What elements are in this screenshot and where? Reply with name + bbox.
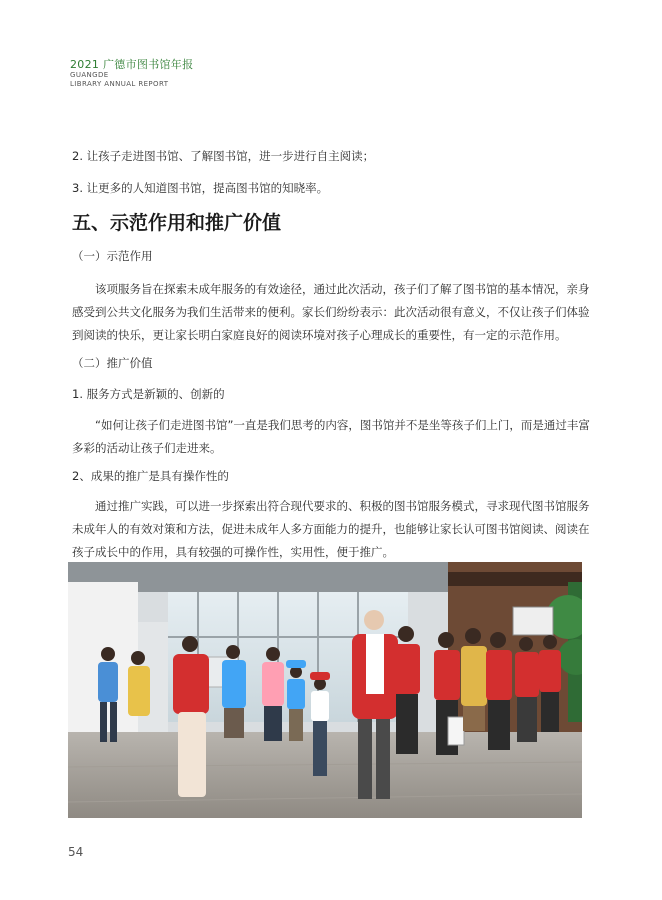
point-heading-2: 2、成果的推广是具有操作性的 bbox=[72, 469, 229, 483]
subsection-heading-1: （一）示范作用 bbox=[72, 249, 153, 263]
subsection-paragraph-1: 该项服务旨在探索未成年服务的有效途径，通过此次活动，孩子们了解了图书馆的基本情况，亲身感受到公共文化服务为我们生活带来的便利。家长们纷纷表示：此次活动很有意义，不仅让孩子们体验到阅读的快乐，更让家长明白家庭良好的阅读环境对孩子心理成长的重要性，有一定的示范作用。 bbox=[72, 282, 590, 342]
report-subtitle-line1: GUANGDE bbox=[70, 71, 109, 80]
report-title: 2021 广德市图书馆年报 bbox=[70, 58, 194, 71]
section-heading: 五、示范作用和推广价值 bbox=[72, 212, 282, 234]
activity-photo bbox=[68, 562, 582, 818]
subsection-heading-2: （二）推广价值 bbox=[72, 356, 153, 370]
point-paragraph-2: 通过推广实践，可以进一步探索出符合现代要求的、积极的图书馆服务模式，寻求现代图书馆服务未成年人的有效对策和方法，促进未成年人多方面能力的提升，也能够让家长认可图书馆阅读、阅读在孩子成长中的作用，具有较强的可操作性，实用性，便于推广。 bbox=[72, 499, 590, 559]
point-heading-1: 1. 服务方式是新颖的、创新的 bbox=[72, 387, 225, 401]
point-paragraph-1: “如何让孩子们走进图书馆”一直是我们思考的内容，图书馆并不是坐等孩子们上门，而是通过丰富多彩的活动让孩子们走进来。 bbox=[72, 418, 590, 455]
page-number: 54 bbox=[68, 845, 84, 859]
report-subtitle-line2: LIBRARY ANNUAL REPORT bbox=[70, 79, 169, 88]
list-item-2: 2. 让孩子走进图书馆、了解图书馆，进一步进行自主阅读； bbox=[72, 149, 375, 163]
report-header bbox=[70, 58, 193, 88]
list-item-3: 3. 让更多的人知道图书馆，提高图书馆的知晓率。 bbox=[72, 181, 329, 195]
